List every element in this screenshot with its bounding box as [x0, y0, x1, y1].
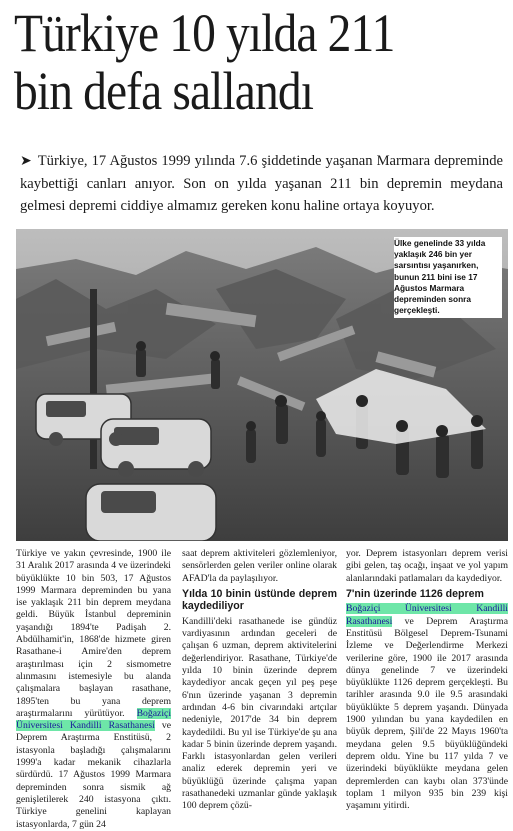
col3-paragraph [346, 603, 508, 812]
body-column-1 [16, 548, 171, 831]
earthquake-rubble-photo [16, 229, 508, 541]
col2-intro: saat deprem aktiviteleri gözlemleniyor, sensörlerden gelen veriler online olarak AFAD'la da paylaşılıyor. [182, 548, 337, 584]
col1-text: Türkiye ve yakın çevresinde, 1900 ile 31 Aralık 2017 arasında 4 ve üzerindeki büyüklükte 10 bin 503, 17 Ağustos 1999 Marmara depreminden bu yana ise yaklaşık 211 bin deprem meydana geldi. Büyük İstanbul depreminin yaşandığı 1894'te Padişah 2. Abdülhamit'in, 1868'de hizmete giren Rasathane-i Amire'den deprem araştırılması için 2 sismometre alınmasını istemesiyle bu alanda çalışmalara başlayan rasathane, 1895'ten bu yana deprem araştırmalarını yürütüyor. [16, 548, 171, 719]
headline-line-1: Türkiye 10 yılda 211 [14, 3, 395, 63]
col1-text-continued: ve Deprem Araştırma Enstitüsü, 2 istasyonla başladığı çalışmalarını 1999'a kadar mekanik cihazlarla sürdürdü. 17 Ağustos 1999 Marmara depreminden sonra sismik ağ genişletilerek 240 istasyona çıktı. Türkiye genelini kaplayan istasyonlarda, 7 gün 24 [16, 720, 171, 830]
body-column-3 [346, 548, 508, 812]
body-column-2 [182, 548, 337, 813]
spot-text [20, 150, 503, 217]
highlight-kandilli-2: Boğaziçi Üniversitesi Kandilli Rasathanesi [346, 603, 508, 627]
subheading-1126-deprem: 7'nin üzerinde 1126 deprem [346, 587, 484, 600]
arrow-icon: ➤ [20, 154, 32, 169]
subheading-yilda-10-bin: Yılda 10 binin üstünde deprem kaydediliyor [182, 587, 337, 613]
highlight-kandilli: Boğaziçi Üniversitesi Kandilli Rasathanesi [16, 707, 172, 732]
photo-caption: Ülke genelinde 33 yılda yaklaşık 246 bin yer sarsıntısı yaşanırken, bunun 211 bini ise 17 Ağustos Marmara depreminden sonra gerçekleşti. [394, 237, 502, 318]
headline-line-2: bin defa sallandı [14, 61, 314, 121]
headline [14, 4, 450, 120]
spot-body: Türkiye, 17 Ağustos 1999 yılında 7.6 şiddetinde yaşanan Marmara depreminde kaybettiği canları anıyor. Son on yılda yaşanan 211 bin depremin meydana gelmesi depremi ciddiye almamız gereken konu haline ortaya koyuyor. [20, 153, 503, 214]
col2-paragraph: Kandilli'deki rasathanede ise gündüz vardiyasının ardından geceleri de çalışan 6 uzman, deprem aktivitelerini değerlendiriyor. Rasathane, Türkiye'de yılda 10 binin üzerinde deprem kaydediyor ancak geçen yıl peş peşe 6'nın üzerinde yaşanan 3 depremin ardından 4-6 bin civarındaki artçılar nedeniyle, 2017'de 34 bin deprem kaydedildi. Bu yıl ise Türkiye'de şu ana kadar 5 binin üzerinde deprem yaşandı. Farklı istasyonlardan gelen verileri analiz ederek depremin yeri ve büyüklüğü üzerinde çalışma yapan rasathanedeki uzmanlar günde yaklaşık 100 deprem çözü- [182, 615, 337, 812]
col1-paragraph [16, 548, 171, 831]
col3-intro: yor. Deprem istasyonları deprem verisi gibi gelen, taş ocağı, inşaat ve yol yapım alanlarındaki patlamaları da kaydediyor. [346, 548, 508, 584]
col3-text: ve Deprem Araştırma Enstitüsü Bölgesel Deprem-Tsunami İzleme ve Değerlendirme Merkezi verilerine göre, 1900 ile 2017 arasında dünya genelinde 7 ve üzerindeki büyüklükte 1126 deprem gerçekleşti. Bu tarihler arasında 9.0 ile 9.5 arasındaki büyüklükte 5 deprem yaşandı. Dünyada 1900 yılından bu yana kaydedilen en büyük deprem, Şili'de 22 Mayıs 1960'ta meydana gelen 9.5 büyüklüğündeki deprem oldu. Yine bu 117 yılda 7 ve üzerindeki büyüklükte meydana gelen depremlerden can kaybı olan 373'ünde toplam 1 milyon 935 bin 239 kişi yaşamını yitirdi. [346, 615, 508, 812]
